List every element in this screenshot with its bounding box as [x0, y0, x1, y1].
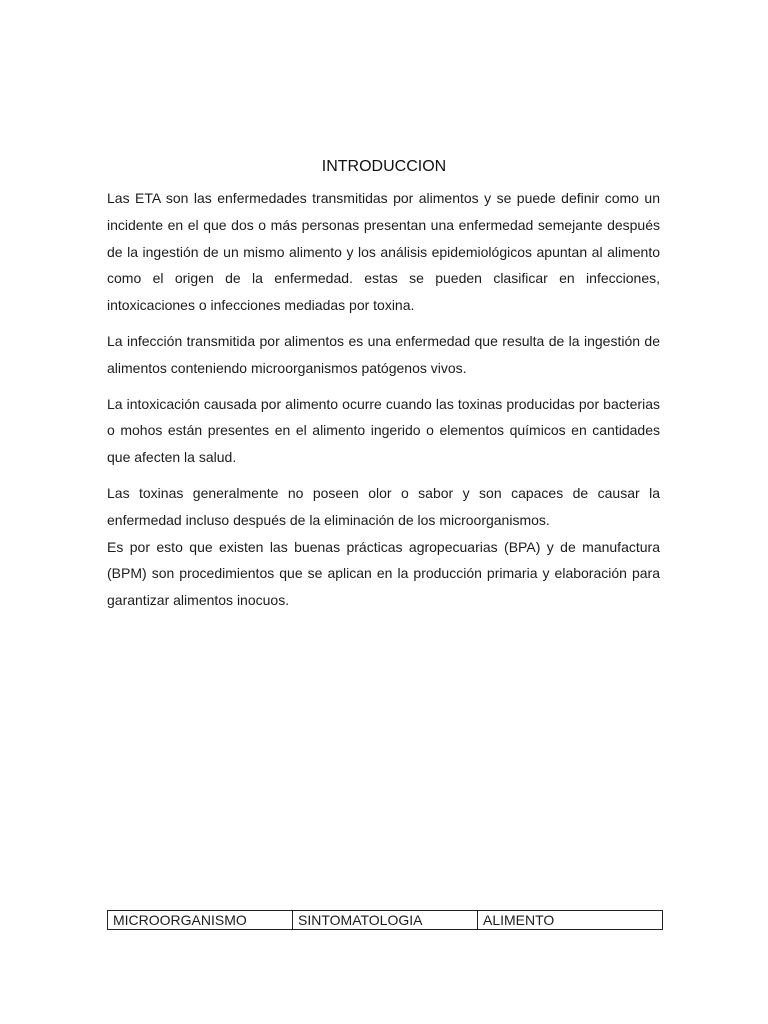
body-text	[107, 185, 660, 614]
paragraph-good-practices: Es por esto que existen las buenas prácticas agropecuarias (BPA) y de manufactura (BPM) son procedimientos que se aplican en la producción primaria y elaboración para garantizar alimentos inocuos.	[107, 538, 660, 609]
paragraph-intoxication: La intoxicación causada por alimento ocurre cuando las toxinas producidas por bacterias o mohos están presentes en el alimento ingerido o elementos químicos en cantidades que afecten la salud.	[107, 395, 660, 466]
column-header-microorganismo: MICROORGANISMO	[108, 911, 293, 930]
paragraph-eta-definition: Las ETA son las enfermedades transmitidas por alimentos y se puede definir como un incidente en el que dos o más personas presentan una enfermedad semejante después de la ingestión de un mismo alimento y los análisis epidemiológicos apuntan al alimento como el origen de la enfermedad. estas se pueden clasificar en infecciones, intoxicaciones o infecciones mediadas por toxina.	[107, 190, 660, 314]
paragraph-infection: La infección transmitida por alimentos es una enfermedad que resulta de la ingestión de alimentos conteniendo microorganismos patógenos vivos.	[107, 332, 660, 376]
table-header-row	[108, 911, 663, 930]
table-container	[107, 910, 662, 930]
paragraph-toxins: Las toxinas generalmente no poseen olor o sabor y son capaces de causar la enfermedad incluso después de la eliminación de los microorganismos.	[107, 484, 660, 528]
column-header-sintomatologia: SINTOMATOLOGIA	[293, 911, 478, 930]
microorganism-table	[107, 910, 663, 930]
page-title: INTRODUCCION	[321, 158, 447, 175]
column-header-alimento: ALIMENTO	[478, 911, 663, 930]
